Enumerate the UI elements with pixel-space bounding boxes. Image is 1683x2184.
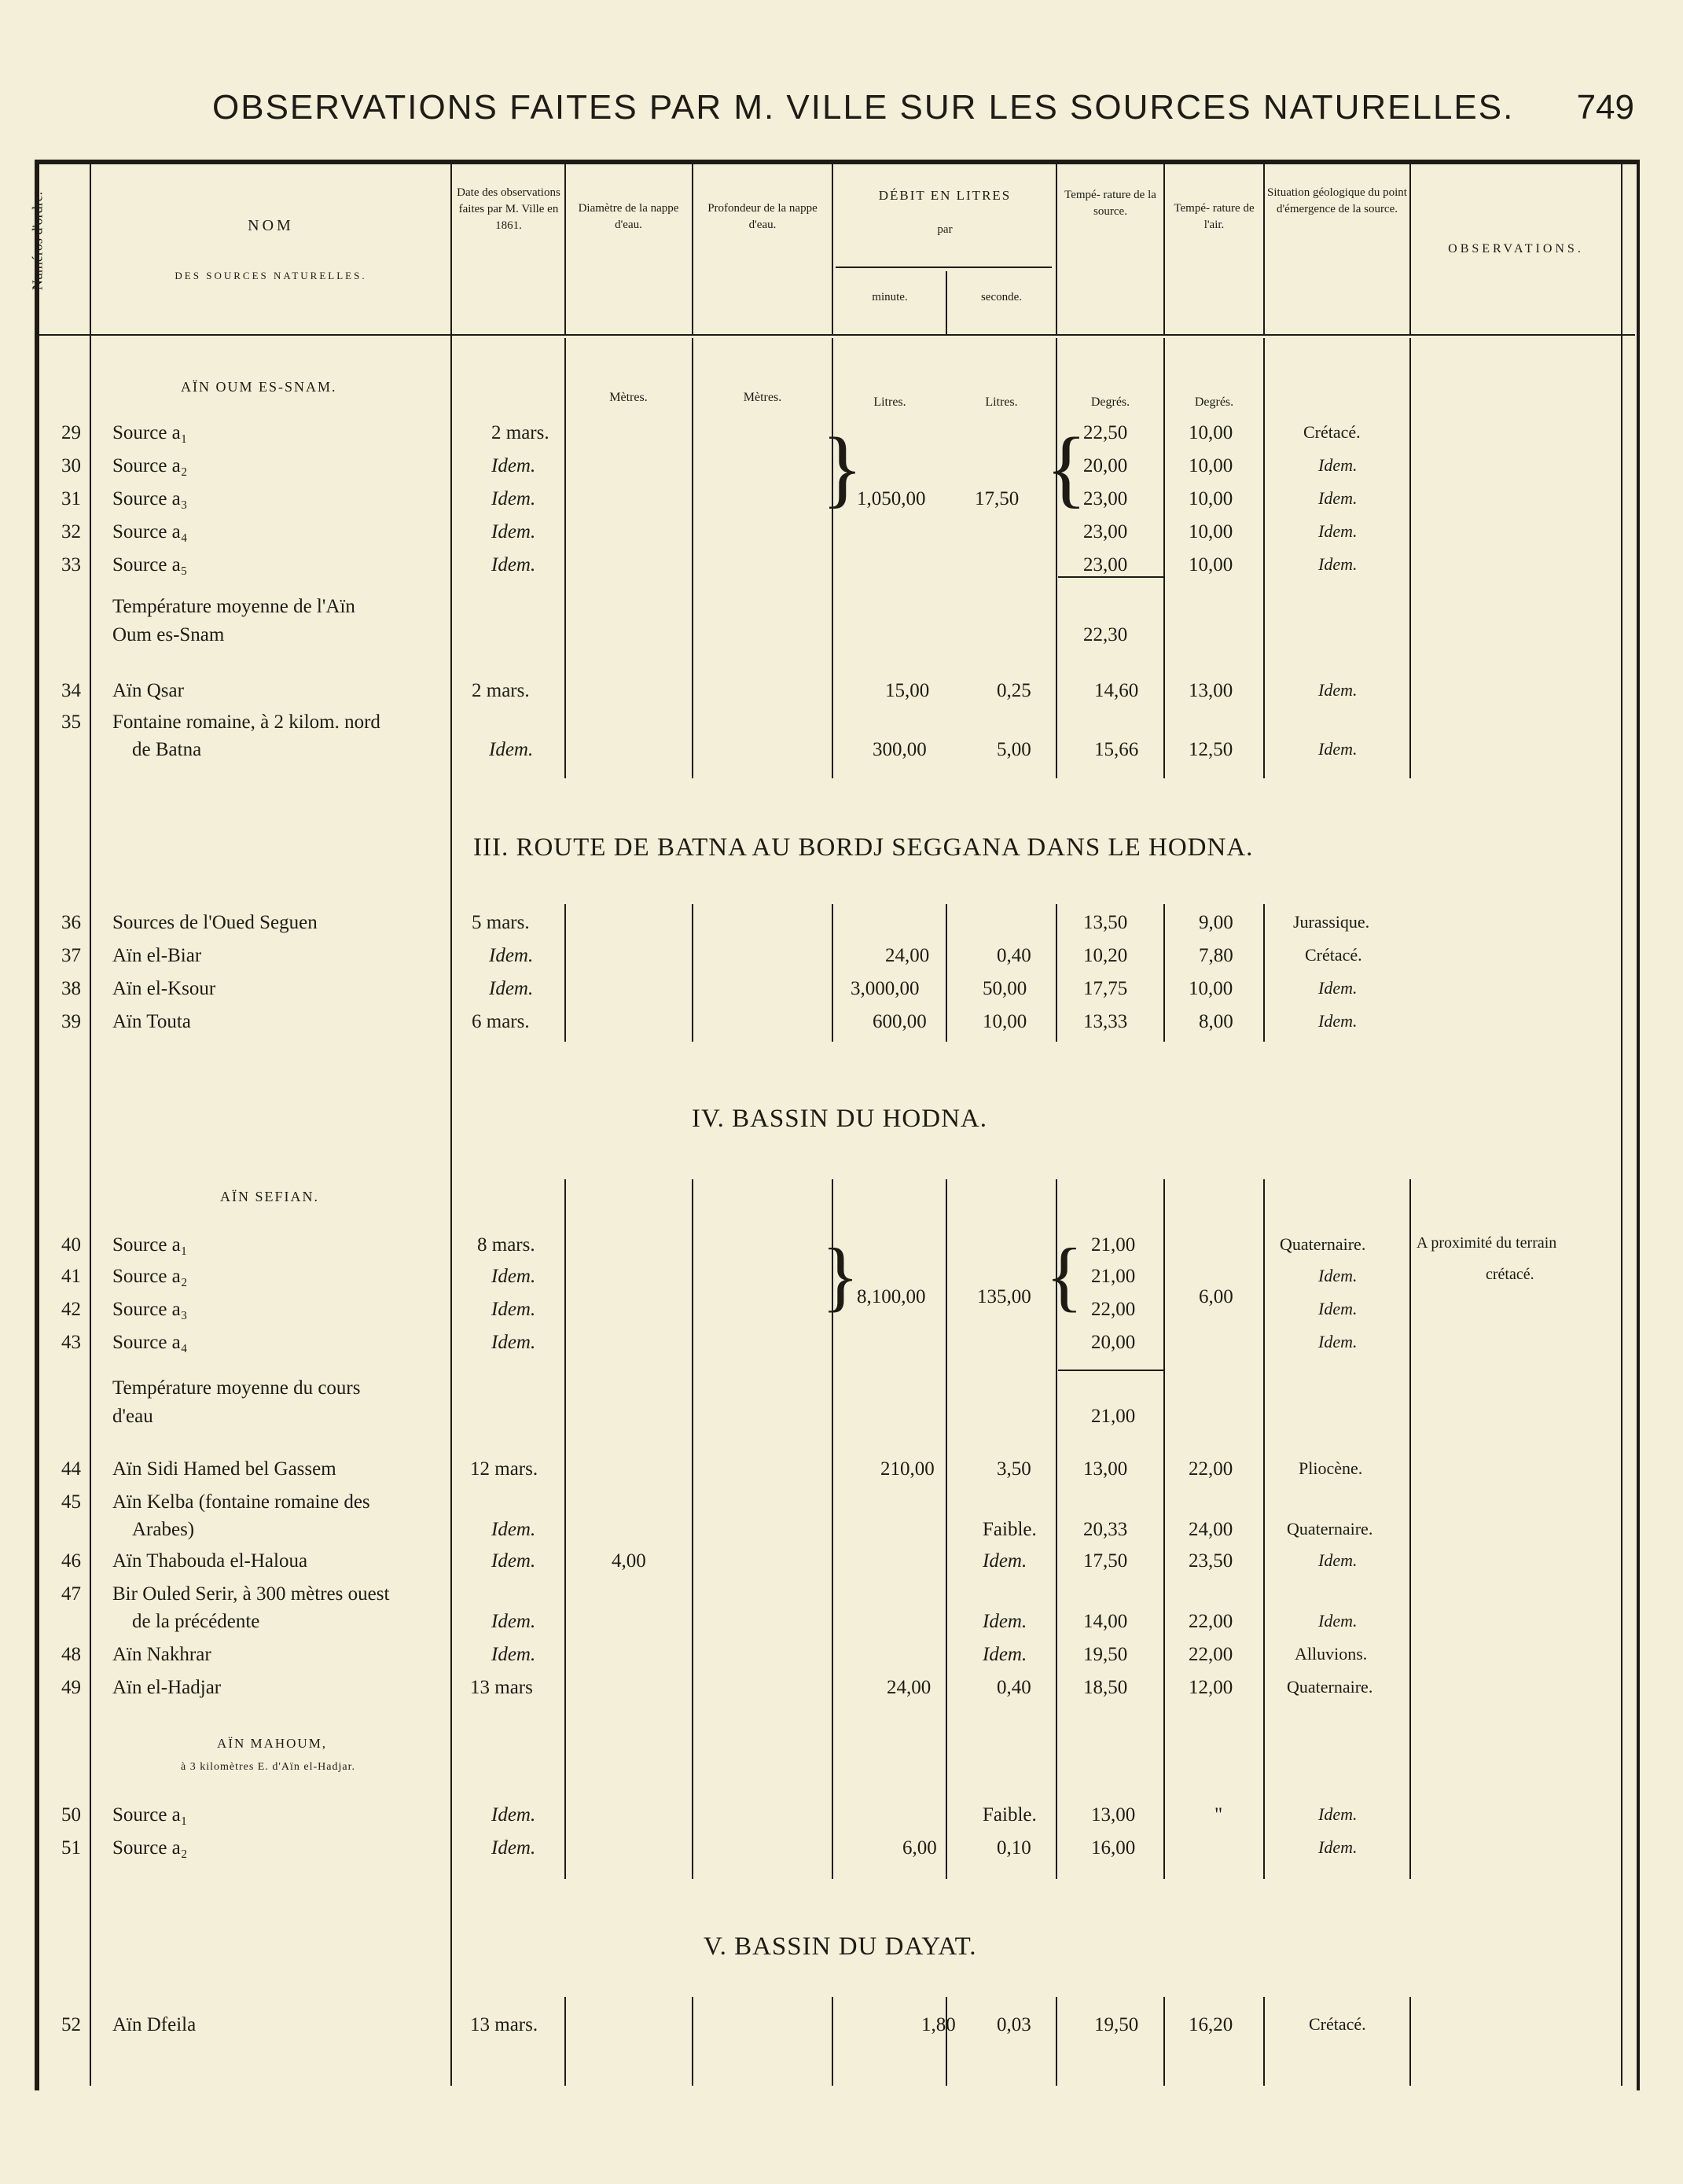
col-line xyxy=(564,338,566,778)
col-line xyxy=(1163,1179,1165,1879)
col-header-date: Date des observations faites par M. Ville en 1861. xyxy=(457,186,560,232)
unit-second: Litres. xyxy=(985,395,1018,409)
col-header-geology: Situation géologique du point d'émergence de la source. xyxy=(1267,186,1407,215)
col-line xyxy=(1409,1179,1411,1879)
brace: } xyxy=(1045,1232,1083,1319)
col-line xyxy=(946,1997,947,2086)
group-heading: AÏN MAHOUM, xyxy=(217,1736,328,1751)
col-line xyxy=(1263,1997,1265,2086)
col-line xyxy=(1263,904,1265,1042)
col-line xyxy=(1263,338,1265,778)
col-line xyxy=(1056,1997,1057,2086)
col-line xyxy=(1163,164,1165,334)
col-header-observations: OBSERVATIONS. xyxy=(1448,242,1584,256)
group-heading: AÏN SEFIAN. xyxy=(220,1189,320,1204)
col-line xyxy=(1056,164,1057,334)
unit-diameter: Mètres. xyxy=(609,391,648,404)
col-line xyxy=(692,1997,693,2086)
col-header-minute: minute. xyxy=(872,291,908,303)
col-line xyxy=(1163,1997,1165,2086)
section-heading: V. BASSIN DU DAYAT. xyxy=(704,1932,977,1961)
col-line xyxy=(832,164,833,334)
col-header-temp-source: Tempé- rature de la source. xyxy=(1064,189,1156,218)
col-header-name: NOM xyxy=(248,217,294,234)
section-heading: III. ROUTE DE BATNA AU BORDJ SEGGANA DANS LE HODNA. xyxy=(473,833,1254,862)
col-header-name-sub: DES SOURCES NATURELLES. xyxy=(175,270,367,281)
col-line xyxy=(692,164,693,334)
header-rule xyxy=(35,334,1635,336)
col-line xyxy=(692,904,693,1042)
col-line xyxy=(946,271,947,334)
col-line xyxy=(1409,164,1411,334)
page-number: 749 xyxy=(1576,88,1634,127)
col-line xyxy=(946,1179,947,1879)
col-line xyxy=(1621,164,1622,2086)
col-line xyxy=(1163,338,1165,778)
col-line xyxy=(832,338,833,778)
unit-temp-source: Degrés. xyxy=(1090,395,1130,409)
page-title: OBSERVATIONS FAITES PAR M. VILLE SUR LES SOURCES NATURELLES. xyxy=(212,88,1515,127)
avg-rule xyxy=(1058,1370,1163,1371)
brace: } xyxy=(821,1232,859,1319)
section-heading: IV. BASSIN DU HODNA. xyxy=(692,1105,988,1133)
col-line xyxy=(1263,1179,1265,1879)
col-line xyxy=(1409,1997,1411,2086)
col-line xyxy=(1409,338,1411,778)
col-line xyxy=(832,1997,833,2086)
avg-rule xyxy=(1058,576,1163,578)
col-header-depth: Profondeur de la nappe d'eau. xyxy=(707,202,818,231)
col-header-temp-air: Tempé- rature de l'air. xyxy=(1174,202,1255,231)
brace: } xyxy=(1045,420,1087,516)
col-header-second: seconde. xyxy=(980,291,1023,303)
col-line xyxy=(1056,338,1057,778)
col-header-order: Numéros d'ordre. xyxy=(29,191,46,291)
col-header-flow-par: par xyxy=(937,223,953,236)
unit-minute: Litres. xyxy=(873,395,906,409)
col-header-diameter: Diamètre de la nappe d'eau. xyxy=(578,202,679,231)
col-line xyxy=(1263,164,1265,334)
brace: } xyxy=(821,420,863,516)
col-line xyxy=(564,1179,566,1879)
col-line xyxy=(1163,904,1165,1042)
col-line xyxy=(1056,904,1057,1042)
flow-rule xyxy=(836,267,1052,268)
col-line xyxy=(832,904,833,1042)
col-line xyxy=(90,164,91,2086)
col-line xyxy=(946,904,947,1042)
unit-temp-air: Degrés. xyxy=(1194,395,1234,409)
page-header xyxy=(0,88,1683,135)
col-line xyxy=(564,1997,566,2086)
col-header-flow: DÉBIT EN LITRES xyxy=(878,188,1012,203)
col-line xyxy=(450,164,452,2086)
col-line xyxy=(564,904,566,1042)
col-line xyxy=(692,1179,693,1879)
group-heading: AÏN OUM ES-SNAM. xyxy=(181,379,337,395)
col-line xyxy=(692,338,693,778)
group-subheading: à 3 kilomètres E. d'Aïn el-Hadjar. xyxy=(181,1761,355,1773)
unit-depth: Mètres. xyxy=(743,391,782,404)
col-line xyxy=(564,164,566,334)
